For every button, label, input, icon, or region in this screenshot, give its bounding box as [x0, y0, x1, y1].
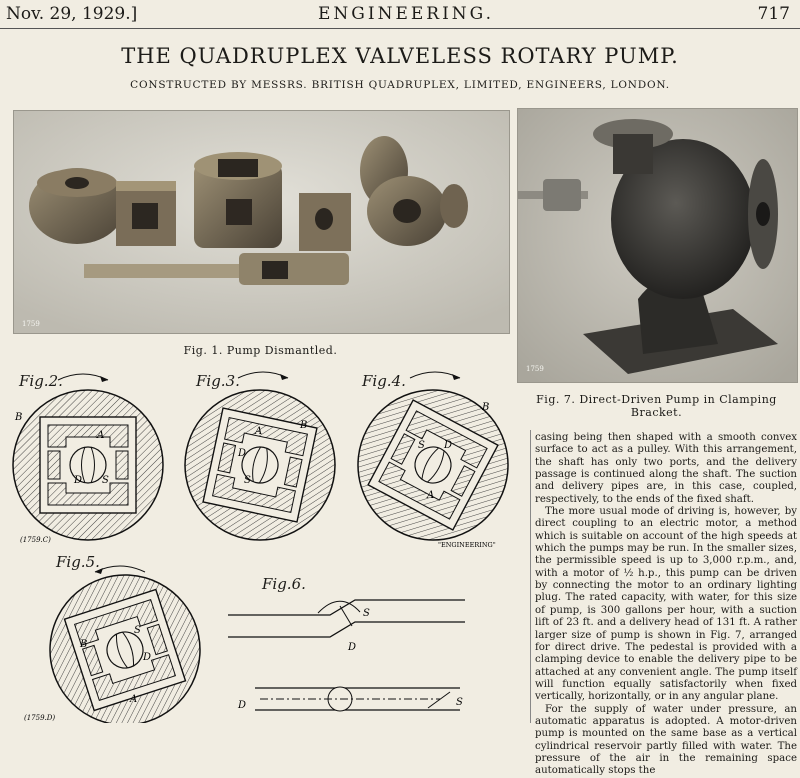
header-page-number: 717 [757, 4, 790, 24]
fig2-section [13, 390, 163, 540]
code-d: (1759.D) [24, 714, 56, 722]
fig7-caption-line2: Bracket. [630, 406, 683, 419]
engineering-mark: "ENGINEERING" [438, 541, 496, 549]
fig2-letter-a: A [97, 430, 105, 441]
header-date: Nov. 29, 1929.] [6, 4, 138, 24]
article-subtitle: CONSTRUCTED BY MESSRS. BRITISH QUADRUPLEX, LIMITED, ENGINEERS, LONDON. [130, 79, 670, 91]
fig6-letter-d: D [348, 642, 357, 653]
fig7-code: 1759 [526, 365, 544, 373]
fig4-section [332, 364, 530, 567]
fig3-letter-s: S [244, 475, 251, 486]
fig1-caption: Fig. 1. Pump Dismantled. [183, 344, 338, 357]
body-paragraph-2: The more usual mode of driving is, however, by direct coupling to an electric motor, a method which is suitable on account of the high speeds at which the pumps may be run. In the smaller sizes, the permissible speed is up to 3,000 r.p.m., and, with a motor of ½ h.p., this pump can be driven by connecting the motor to an ordinary lighting plug. The rated capacity, with water, for this size of pump, is 300 gallons per hour, with a suction lift of 23 ft. and a delivery head of 131 ft. A rather larger size of pump is shown in Fig. 7, arranged for direct drive. The pedestal is provided with a clamping device to enable the delivery pipe to be attached at any convenient angle. The pump itself will function equally satisfactorily when fixed vertically, horizontally, or in any angular plane. [535, 506, 797, 703]
fig3-letter-a: A [255, 426, 263, 437]
fig2-label: Fig.2. [19, 372, 63, 390]
fig7-caption-line1: Fig. 7. Direct-Driven Pump in Clamping [536, 393, 777, 406]
body-paragraph-1: casing being then shaped with a smooth convex surface to act as a pulley. With this arrangement, the shaft has only two ports, and the delivery passage is continued along the shaft. The suction and delivery pipes are, in this case, coupled, respectively, to the ends of the fixed shaft. [535, 432, 797, 505]
fig3-letter-b: B [300, 420, 308, 431]
fig5-letter-b: B [80, 639, 88, 650]
fig3-letter-d: D [238, 448, 247, 459]
article-body [535, 432, 797, 778]
fig7-caption [517, 393, 796, 419]
fig5-letter-d: D [143, 652, 152, 663]
fig5-letter-a: A [130, 694, 138, 705]
fig5-label: Fig.5. [56, 553, 100, 571]
fig6-shaft-lower [237, 687, 463, 711]
fig2-letter-b: B [15, 412, 23, 423]
fig3-label: Fig.3. [196, 372, 240, 390]
fig2-letter-s: S [102, 475, 109, 486]
fig6-shaft-upper [228, 600, 465, 653]
shaft-part [84, 264, 244, 278]
fig5-letter-s: S [134, 625, 141, 636]
fig6-lower-letter-d: D [238, 700, 247, 711]
header-journal: ENGINEERING. [318, 4, 495, 24]
header-rule [0, 28, 800, 29]
fig4-letter-b: B [482, 402, 490, 413]
fig1-photo [13, 110, 510, 334]
fig1-code: 1759 [22, 320, 40, 328]
pump-diagrams [0, 360, 530, 723]
fig7-photo [517, 108, 798, 383]
fig2-letter-d: D [74, 475, 83, 486]
fig4-letter-s: S [418, 440, 425, 451]
body-paragraph-3: For the supply of water under pressure, an automatic apparatus is adopted. A motor-driven pump is mounted on the same base as a vertical cylindrical reservoir partly filled with water. The pressure of the air in the remaining space automatically stops the [535, 703, 797, 777]
fig4-letter-a: A [427, 490, 435, 501]
fig3-section [171, 376, 349, 554]
column-rule [530, 430, 531, 723]
fig4-letter-d: D [444, 440, 453, 451]
code-c: (1759.C) [20, 536, 51, 544]
fig5-section [30, 555, 219, 723]
coupling-nut [543, 179, 581, 211]
fig4-label: Fig.4. [362, 372, 406, 390]
fig6-label: Fig.6. [262, 575, 306, 593]
article-title: THE QUADRUPLEX VALVELESS ROTARY PUMP. [121, 44, 679, 68]
fig6-letter-s: S [363, 608, 370, 619]
fig6-lower-letter-s: S [456, 697, 463, 708]
